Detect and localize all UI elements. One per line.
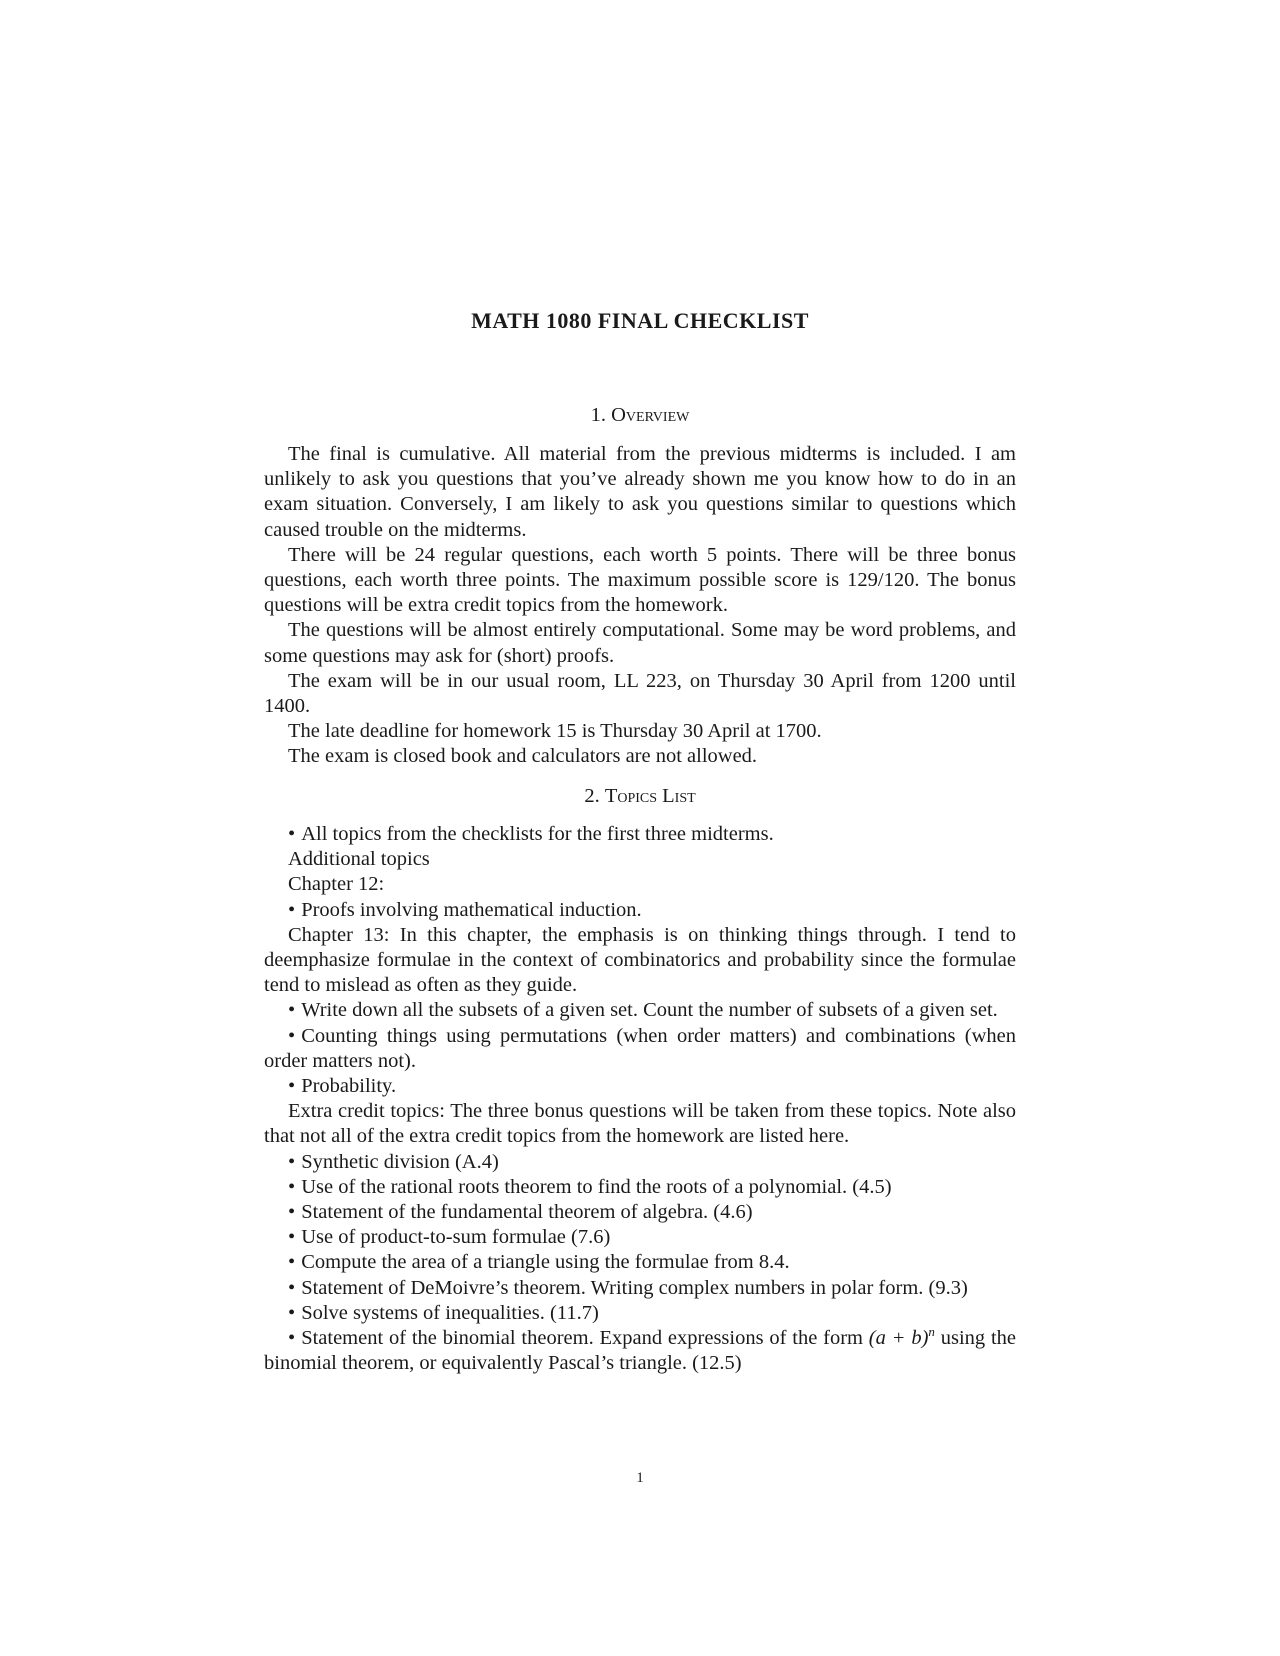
list-item: [264, 1074, 1016, 1099]
list-item: [264, 1175, 1016, 1200]
math-expression: (a + b): [868, 1327, 929, 1350]
list-item-text: Write down all the subsets of a given set. Count the number of subsets of a given set.: [301, 999, 998, 1022]
list-item-text: Synthetic division (A.4): [301, 1150, 499, 1173]
list-item-text: Compute the area of a triangle using the formulae from 8.4.: [301, 1251, 790, 1274]
bullet: [288, 1251, 301, 1273]
list-item-text: Counting things using permutations (when order matters) and combinations (when order matters not).: [264, 1024, 1016, 1072]
document-page: [264, 0, 1016, 1656]
page-number: 1: [636, 1470, 644, 1486]
additional-topics-label: Additional topics: [288, 848, 430, 871]
list-item: [264, 1200, 1016, 1225]
bullet: [288, 823, 301, 845]
list-item: [264, 1225, 1016, 1250]
list-item-text: Solve systems of inequalities. (11.7): [301, 1301, 599, 1324]
bullet: [288, 1176, 301, 1198]
bullet: [288, 1277, 301, 1299]
list-item-text: Use of the rational roots theorem to find the roots of a polynomial. (4.5): [301, 1175, 892, 1198]
bullet: [288, 999, 301, 1021]
list-item-text: Statement of the binomial theorem. Expand expressions of the form: [301, 1327, 869, 1350]
overview-paragraph: The final is cumulative. All material from the previous midterms is included. I am unlikely to ask you questions that you’ve already shown me you know how to do in an exam situation. Conversely, I am likely to ask you questions similar to questions which caused trouble on the midterms.: [264, 443, 1016, 541]
list-item-text: Use of product-to-sum formulae (7.6): [301, 1226, 611, 1249]
section-heading-topics: [264, 785, 1016, 808]
list-item: [264, 1301, 1016, 1326]
overview-paragraph: The exam is closed book and calculators are not allowed.: [288, 745, 758, 768]
list-item: [264, 1150, 1016, 1175]
overview-paragraph: The questions will be almost entirely computational. Some may be word problems, and some questions may ask for (short) proofs.: [264, 619, 1016, 667]
section-number: 1.: [590, 404, 606, 426]
bullet: [288, 1075, 301, 1097]
list-item-text: Statement of DeMoivre’s theorem. Writing complex numbers in polar form. (9.3): [301, 1276, 968, 1299]
document-title: MATH 1080 FINAL CHECKLIST: [471, 308, 809, 333]
section-heading-overview: [264, 404, 1016, 427]
list-item-text: using the binomial theorem, or equivalently Pascal’s triangle. (12.5): [264, 1327, 1016, 1375]
chapter-13-paragraph: Chapter 13: In this chapter, the emphasis is on thinking things through. I tend to deemphasize formulae in the context of combinatorics and probability since the formulae tend to mislead as often as they guide.: [264, 923, 1016, 997]
chapter-12-label: Chapter 12:: [288, 873, 385, 896]
list-item: [264, 1276, 1016, 1301]
list-item: [264, 898, 1016, 923]
bullet: [288, 899, 301, 921]
bullet: [288, 1302, 301, 1324]
list-item-text: Probability.: [301, 1075, 397, 1098]
list-item: [264, 998, 1016, 1023]
list-item: [264, 1024, 1016, 1074]
extra-credit-paragraph: Extra credit topics: The three bonus questions will be taken from these topics. Note also that not all of the extra credit topics from the homework are listed here.: [264, 1100, 1016, 1148]
overview-paragraph: There will be 24 regular questions, each worth 5 points. There will be three bonus questions, each worth three points. The maximum possible score is 129/120. The bonus questions will be extra credit topics from the homework.: [264, 543, 1016, 617]
list-item-text: Proofs involving mathematical induction.: [301, 898, 642, 921]
math-exponent: n: [928, 1324, 935, 1340]
section-title: Overview: [611, 404, 690, 426]
bullet: [288, 1327, 301, 1349]
topics-body: [264, 822, 1016, 1376]
list-item-text: Statement of the fundamental theorem of algebra. (4.6): [301, 1201, 753, 1224]
bullet: [288, 1201, 301, 1223]
section-title: Topics List: [604, 785, 696, 807]
list-item: [264, 822, 1016, 847]
overview-body: [264, 442, 1016, 770]
overview-paragraph: The late deadline for homework 15 is Thursday 30 April at 1700.: [288, 720, 822, 743]
section-number: 2.: [584, 785, 600, 807]
list-item: [264, 1250, 1016, 1275]
overview-paragraph: The exam will be in our usual room, LL 223, on Thursday 30 April from 1200 until 1400.: [264, 669, 1016, 718]
bullet: [288, 1151, 301, 1173]
bullet: [288, 1025, 301, 1047]
list-item-text: All topics from the checklists for the first three midterms.: [301, 823, 774, 845]
bullet: [288, 1226, 301, 1248]
list-item: [264, 1326, 1016, 1376]
